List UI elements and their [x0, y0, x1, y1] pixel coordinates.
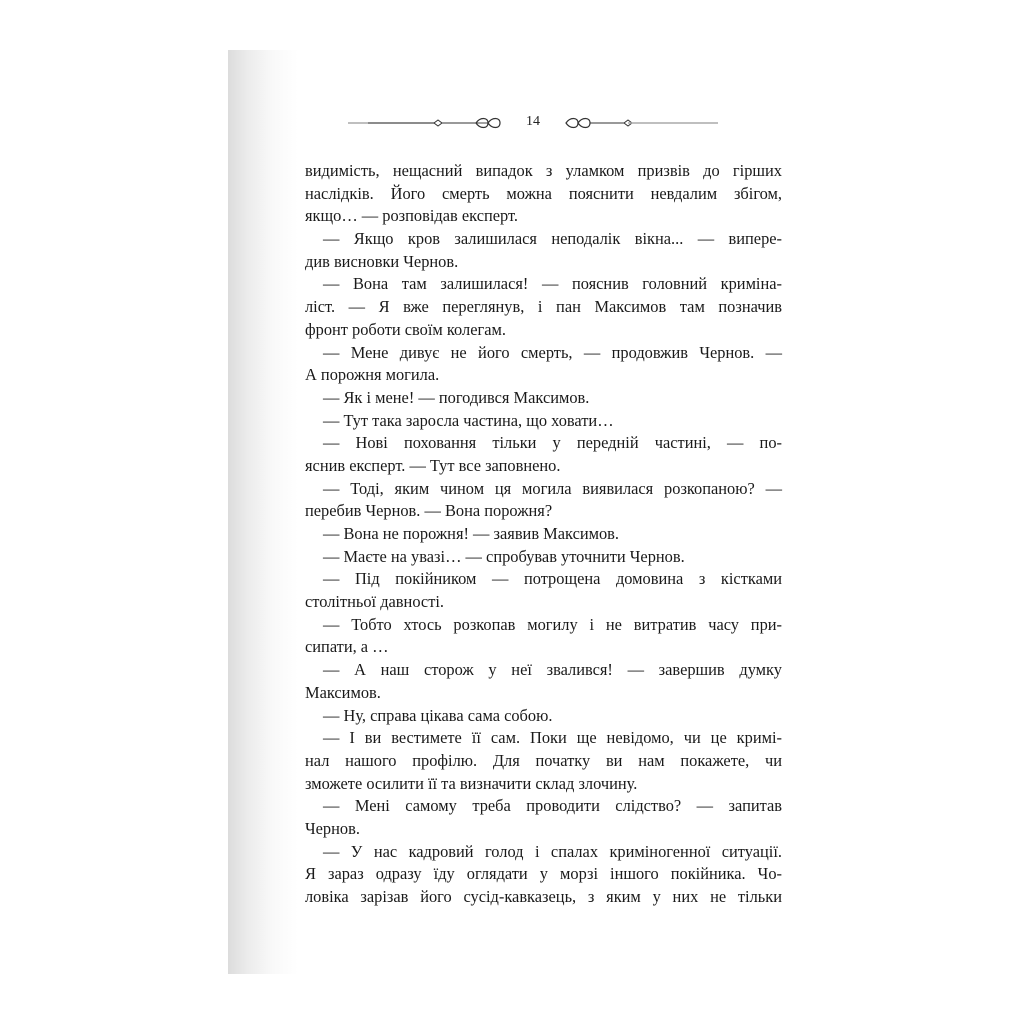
text-line: — Вона не порожня! — заявив Максимов. [323, 524, 620, 543]
text-line: перебив Чернов. — Вона порожня? [305, 501, 553, 521]
text-line: наслідків. Його смерть можна пояснити невдалим збігом, [305, 183, 782, 203]
text-line: Максимов. [305, 682, 381, 702]
text-line: — І ви вестимете її сам. Поки ще невідомо, чи це кримі- [323, 728, 782, 748]
text-line: — Під покійником — потрощена домовина з кістками [323, 569, 782, 589]
text-line: — Маєте на увазі… — спробував уточнити Чернов. [323, 546, 685, 566]
text-line: — Тут така заросла частина, що ховати… [323, 410, 614, 430]
text-line: фронт роботи своїм колегам. [305, 319, 506, 339]
text-line: ловіка зарізав його сусід-кавказець, з яким у них не тільки [305, 887, 782, 906]
text-line: нал нашого профілю. Для початку ви нам покажете, чи [305, 750, 782, 770]
text-line: — Ну, справа цікава сама собою. [323, 705, 553, 725]
page-header [348, 112, 718, 134]
text-line: — Тобто хтось розкопав могилу і не витратив часу при- [323, 614, 782, 634]
text-line: — Тоді, яким чином ця могила виявилася розкопаною? — [323, 478, 782, 498]
page-text [305, 160, 782, 909]
text-line: — Як і мене! — погодився Максимов. [323, 387, 590, 407]
text-line: — А наш сторож у неї звалився! — завершив думку [323, 660, 782, 680]
book-page [228, 50, 788, 974]
page-number: 14 [526, 114, 540, 129]
text-line: видимість, нещасний випадок з уламком призвів до гірших [305, 161, 782, 180]
text-line: сипати, а … [305, 637, 389, 657]
text-line: яснив експерт. — Тут все заповнено. [305, 455, 561, 475]
text-line: див висновки Чернов. [305, 251, 459, 271]
text-line: — Нові поховання тільки у передній частині, — по- [323, 433, 782, 453]
text-line: — Якщо кров залишилася неподалік вікна... — випере- [323, 229, 782, 249]
text-line: Я зараз одразу їду оглядати у морзі іншого покійника. Чо- [305, 864, 782, 884]
text-line: столітньої давності. [305, 592, 445, 612]
text-line: — Вона там залишилася! — пояснив головний криміна- [323, 274, 782, 294]
text-line: — Мене дивує не його смерть, — продовжив Чернов. — [323, 342, 782, 362]
text-line: — Мені самому треба проводити слідство? — запитав [323, 796, 782, 816]
text-line: — У нас кадровий голод і спалах криміногенної ситуації. [323, 841, 782, 861]
text-line: Чернов. [305, 818, 360, 838]
text-line: якщо… — розповідав експерт. [305, 206, 519, 226]
text-line: А порожня могила. [305, 365, 440, 385]
text-line: зможете осилити її та визначити склад злочину. [305, 773, 638, 793]
text-line: ліст. — Я вже переглянув, і пан Максимов там позначив [305, 297, 782, 317]
